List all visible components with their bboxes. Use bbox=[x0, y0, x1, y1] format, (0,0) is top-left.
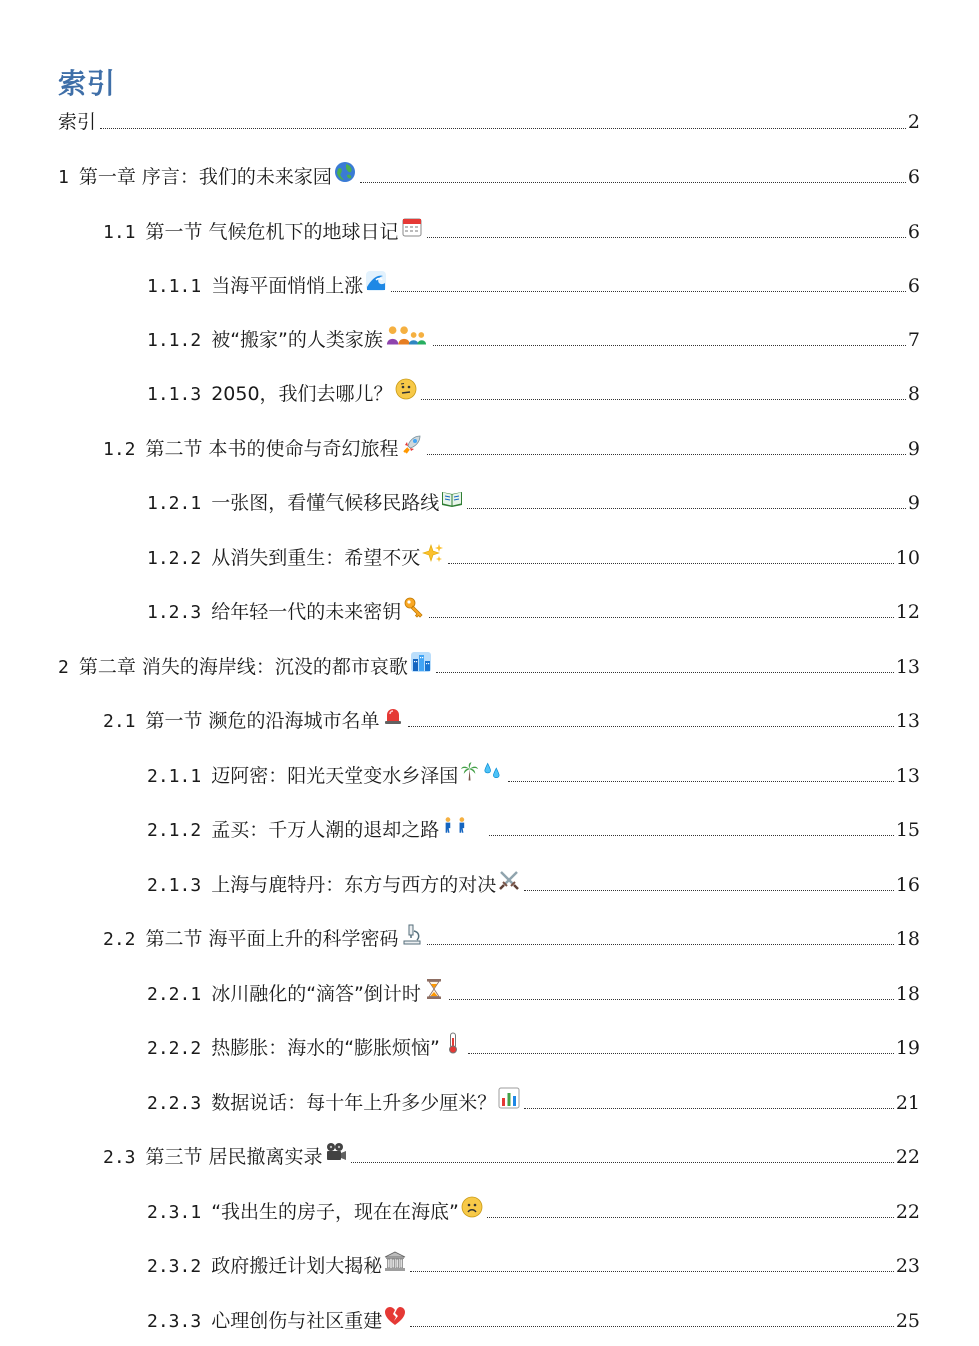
toc-entry-page: 22 bbox=[895, 1146, 920, 1168]
toc-entry-title: 第一章 序言：我们的未来家园 bbox=[78, 166, 332, 188]
dot-leader bbox=[429, 617, 894, 618]
thermometer-icon bbox=[442, 1032, 464, 1054]
toc-entry-number: 1.1.1 bbox=[147, 276, 202, 297]
siren-icon bbox=[382, 705, 404, 727]
calendar-icon bbox=[401, 216, 423, 238]
toc-entry[interactable] bbox=[103, 216, 920, 246]
toc-entry-page: 9 bbox=[907, 438, 920, 460]
toc-entry[interactable] bbox=[147, 1087, 920, 1117]
toc-entry-number: 2 bbox=[58, 657, 69, 678]
toc-entry-title: 索引 bbox=[58, 111, 97, 133]
toc-entry-title: 第二章 消失的海岸线：沉没的都市哀歌 bbox=[78, 656, 408, 678]
bar-chart-icon bbox=[498, 1087, 520, 1109]
toc-entry-number: 1.2.3 bbox=[147, 602, 202, 623]
toc-entry-title: 迈阿密：阳光天堂变水乡泽国 bbox=[211, 765, 459, 787]
crossed-swords-icon bbox=[498, 869, 520, 891]
toc-entry-number: 2.1 bbox=[103, 711, 136, 732]
dot-leader bbox=[467, 508, 906, 509]
toc-entry[interactable] bbox=[147, 1250, 920, 1280]
dot-leader bbox=[433, 345, 906, 346]
toc-entry-number: 2.3.1 bbox=[147, 1202, 202, 1223]
dot-leader bbox=[410, 1326, 894, 1327]
toc-entry-page: 6 bbox=[907, 221, 920, 243]
toc-entry[interactable] bbox=[147, 1196, 920, 1226]
dot-leader bbox=[427, 454, 906, 455]
dot-leader bbox=[421, 399, 906, 400]
toc-entry[interactable] bbox=[58, 161, 920, 191]
toc-entry-page: 2 bbox=[907, 111, 920, 133]
toc-entry-title: 孟买：千万人潮的退却之路 bbox=[211, 819, 440, 841]
toc-entry-title: 政府搬迁计划大揭秘 bbox=[211, 1255, 383, 1277]
open-book-icon bbox=[441, 487, 463, 509]
toc-entry-title: 第二节 本书的使命与奇幻旅程 bbox=[145, 438, 399, 460]
toc-entry-title: 冰川融化的“滴答”倒计时 bbox=[211, 983, 421, 1005]
sad-face-icon bbox=[461, 1196, 483, 1218]
toc-entry-title: 被“搬家”的人类家族 bbox=[211, 329, 383, 351]
dot-leader bbox=[351, 1162, 894, 1163]
thinking-face-icon bbox=[395, 378, 417, 400]
toc-entry[interactable] bbox=[147, 324, 920, 354]
toc-entry-title: 第一节 气候危机下的地球日记 bbox=[145, 221, 399, 243]
toc-entry-page: 18 bbox=[895, 983, 920, 1005]
toc-entry[interactable] bbox=[147, 869, 920, 899]
toc-entry-title: 给年轻一代的未来密钥 bbox=[211, 601, 402, 623]
toc-entry-page: 15 bbox=[895, 819, 920, 841]
dot-leader bbox=[487, 1217, 894, 1218]
toc-entry[interactable] bbox=[147, 542, 920, 572]
toc-entry[interactable] bbox=[147, 378, 920, 408]
toc-entry-title: 第三节 居民撤离实录 bbox=[145, 1146, 323, 1168]
toc-entry-title: 当海平面悄悄上涨 bbox=[211, 275, 364, 297]
classical-building-icon bbox=[384, 1250, 406, 1272]
dot-leader bbox=[468, 1053, 894, 1054]
toc-entry-title: 第二节 海平面上升的科学密码 bbox=[145, 928, 399, 950]
toc-entry-number: 1 bbox=[58, 167, 69, 188]
toc-entry-number: 2.2.2 bbox=[147, 1038, 202, 1059]
dot-leader bbox=[489, 835, 894, 836]
toc-entry-title: 上海与鹿特丹：东方与西方的对决 bbox=[211, 874, 497, 896]
rocket-icon bbox=[401, 433, 423, 455]
toc-entry-page: 7 bbox=[907, 329, 920, 351]
toc-entry-page: 19 bbox=[895, 1037, 920, 1059]
toc-entry[interactable] bbox=[103, 923, 920, 953]
toc-entry-number: 2.2.1 bbox=[147, 984, 202, 1005]
dot-leader bbox=[408, 726, 894, 727]
toc-entry[interactable] bbox=[58, 651, 920, 681]
toc-entry[interactable] bbox=[147, 487, 920, 517]
toc-entry-page: 8 bbox=[907, 383, 920, 405]
dot-leader bbox=[391, 291, 906, 292]
toc-entry[interactable] bbox=[147, 978, 920, 1008]
toc-entry-number: 2.1.1 bbox=[147, 766, 202, 787]
toc-entry-number: 1.1.3 bbox=[147, 384, 202, 405]
movie-camera-icon bbox=[325, 1141, 347, 1163]
toc-entry[interactable] bbox=[147, 596, 920, 626]
toc-entry-title: 第一节 濒危的沿海城市名单 bbox=[145, 710, 380, 732]
toc-entry-page: 9 bbox=[907, 492, 920, 514]
dot-leader bbox=[508, 781, 894, 782]
toc-entry-page: 12 bbox=[895, 601, 920, 623]
sparkles-icon bbox=[422, 542, 444, 564]
dot-leader bbox=[100, 128, 906, 129]
walking-people-icon bbox=[441, 814, 485, 836]
toc-entry-page: 6 bbox=[907, 275, 920, 297]
toc-entry-page: 13 bbox=[895, 765, 920, 787]
toc-entry-page: 18 bbox=[895, 928, 920, 950]
toc-entry-number: 2.3.3 bbox=[147, 1311, 202, 1332]
dot-leader bbox=[427, 944, 894, 945]
toc-entry-page: 16 bbox=[895, 874, 920, 896]
toc-entry-title: 一张图，看懂气候移民路线 bbox=[211, 492, 440, 514]
toc-entry-title: 心理创伤与社区重建 bbox=[211, 1310, 383, 1332]
dot-leader bbox=[524, 890, 894, 891]
microscope-icon bbox=[401, 923, 423, 945]
hourglass-icon bbox=[423, 978, 445, 1000]
dot-leader bbox=[436, 672, 894, 673]
toc-entry-number: 2.2 bbox=[103, 929, 136, 950]
toc-entry[interactable] bbox=[103, 1141, 920, 1171]
toc-entry-number: 2.2.3 bbox=[147, 1093, 202, 1114]
toc-entry[interactable] bbox=[103, 433, 920, 463]
toc-entry-page: 13 bbox=[895, 656, 920, 678]
toc-entry[interactable] bbox=[147, 1305, 920, 1335]
toc-entry-number: 2.1.3 bbox=[147, 875, 202, 896]
broken-heart-icon bbox=[384, 1305, 406, 1327]
toc-entry-page: 10 bbox=[895, 547, 920, 569]
toc-entry[interactable] bbox=[147, 760, 920, 790]
toc-entry-title: 从消失到重生：希望不灭 bbox=[211, 547, 421, 569]
toc-entry-number: 2.3.2 bbox=[147, 1256, 202, 1277]
toc-entry[interactable] bbox=[147, 270, 920, 300]
toc-entry[interactable] bbox=[147, 1032, 920, 1062]
toc-entry-title: 2050，我们去哪儿？ bbox=[211, 383, 393, 405]
toc-entry[interactable] bbox=[147, 814, 920, 844]
toc-entry-page: 25 bbox=[895, 1310, 920, 1332]
toc-entry-number: 1.2.1 bbox=[147, 493, 202, 514]
toc-entry-page: 22 bbox=[895, 1201, 920, 1223]
dot-leader bbox=[410, 1271, 894, 1272]
key-icon bbox=[403, 596, 425, 618]
palm-tree-and-droplets-icon bbox=[460, 760, 504, 782]
family-icon bbox=[385, 324, 429, 346]
toc-entry-number: 1.1.2 bbox=[147, 330, 202, 351]
dot-leader bbox=[427, 237, 906, 238]
dot-leader bbox=[360, 182, 906, 183]
toc-entry-page: 13 bbox=[895, 710, 920, 732]
toc-entry-number: 1.1 bbox=[103, 222, 136, 243]
toc-entry-title: 热膨胀：海水的“膨胀烦恼” bbox=[211, 1037, 440, 1059]
globe-icon bbox=[334, 161, 356, 183]
toc-heading: 索引 bbox=[58, 67, 117, 100]
toc-entry[interactable] bbox=[103, 705, 920, 735]
toc-entry-title: “我出生的房子，现在在海底” bbox=[211, 1201, 459, 1223]
toc-entry-title: 数据说话：每十年上升多少厘米？ bbox=[211, 1092, 497, 1114]
wave-icon bbox=[365, 270, 387, 292]
toc-entry-number: 1.2.2 bbox=[147, 548, 202, 569]
dot-leader bbox=[448, 563, 894, 564]
toc-entry-number: 1.2 bbox=[103, 439, 136, 460]
toc-entry[interactable] bbox=[58, 107, 920, 137]
toc-entry-number: 2.3 bbox=[103, 1147, 136, 1168]
toc-entry-page: 23 bbox=[895, 1255, 920, 1277]
toc-entry-page: 6 bbox=[907, 166, 920, 188]
cityscape-icon bbox=[410, 651, 432, 673]
dot-leader bbox=[449, 999, 894, 1000]
dot-leader bbox=[524, 1108, 894, 1109]
toc-entry-page: 21 bbox=[895, 1092, 920, 1114]
toc-entry-number: 2.1.2 bbox=[147, 820, 202, 841]
